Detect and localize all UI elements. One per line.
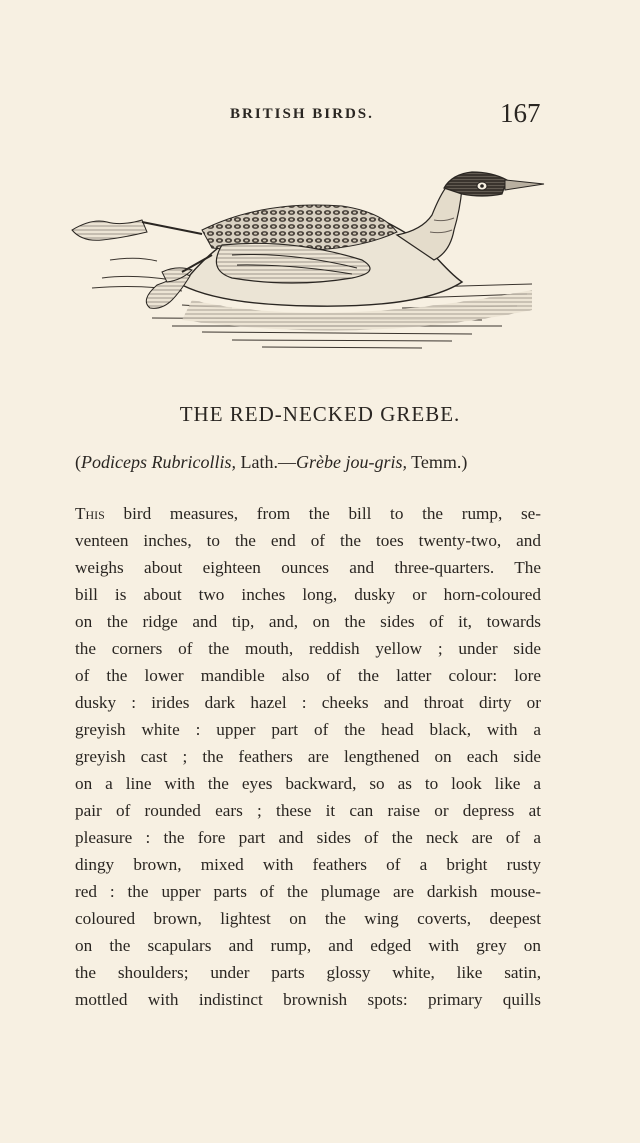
synonym-open-paren: ( [75, 452, 81, 472]
text-line: red : the upper parts of the plumage are darkish mouse- [75, 882, 541, 901]
text-line: of the lower mandible also of the latter colour: lore [75, 666, 541, 685]
description-paragraph [75, 500, 541, 1013]
french-name: Grèbe jou-gris, [295, 452, 407, 472]
text-line: the corners of the mouth, reddish yellow ; under side [75, 639, 541, 658]
text-line: This bird measures, from the bill to the rump, se- [75, 504, 541, 523]
synonymy [75, 452, 575, 473]
text-line: the shoulders; under parts glossy white, like satin, [75, 963, 541, 982]
lead-word: This [75, 504, 105, 523]
text-line: bill is about two inches long, dusky or horn-coloured [75, 585, 541, 604]
text-line: greyish cast ; the feathers are lengthened on each side [75, 747, 541, 766]
text-line: dingy brown, mixed with feathers of a bright rusty [75, 855, 541, 874]
text-line: on the scapulars and rump, and edged with grey on [75, 936, 541, 955]
running-head [0, 98, 640, 134]
genus-name: Podiceps [81, 452, 147, 472]
article-title: THE RED-NECKED GREBE. [179, 402, 461, 426]
text-line: coloured brown, lightest on the wing coverts, deepest [75, 909, 541, 928]
text-line: dusky : irides dark hazel : cheeks and throat dirty or [75, 693, 541, 712]
text-line: pair of rounded ears ; these it can raise or depress at [75, 801, 541, 820]
page-number: 167 [500, 98, 541, 128]
text-line: on the ridge and tip, and, on the sides of it, towards [75, 612, 541, 631]
grebe-illustration-icon [62, 160, 552, 360]
text-line: greyish white : upper part of the head black, with a [75, 720, 541, 739]
text-line: venteen inches, to the end of the toes twenty-two, and [75, 531, 541, 550]
authority-temminck: Temm.) [406, 452, 468, 472]
authority-latham: Lath.— [235, 452, 296, 472]
text-line: on a line with the eyes backward, so as to look like a [75, 774, 541, 793]
text-line: mottled with indistinct brownish spots: primary quills [75, 990, 541, 1009]
text-line: pleasure : the fore part and sides of the neck are of a [75, 828, 541, 847]
running-title: BRITISH BIRDS. [230, 106, 374, 122]
text-line: weighs about eighteen ounces and three-quarters. The [75, 558, 541, 577]
species-name: Rubricollis, [151, 452, 236, 472]
